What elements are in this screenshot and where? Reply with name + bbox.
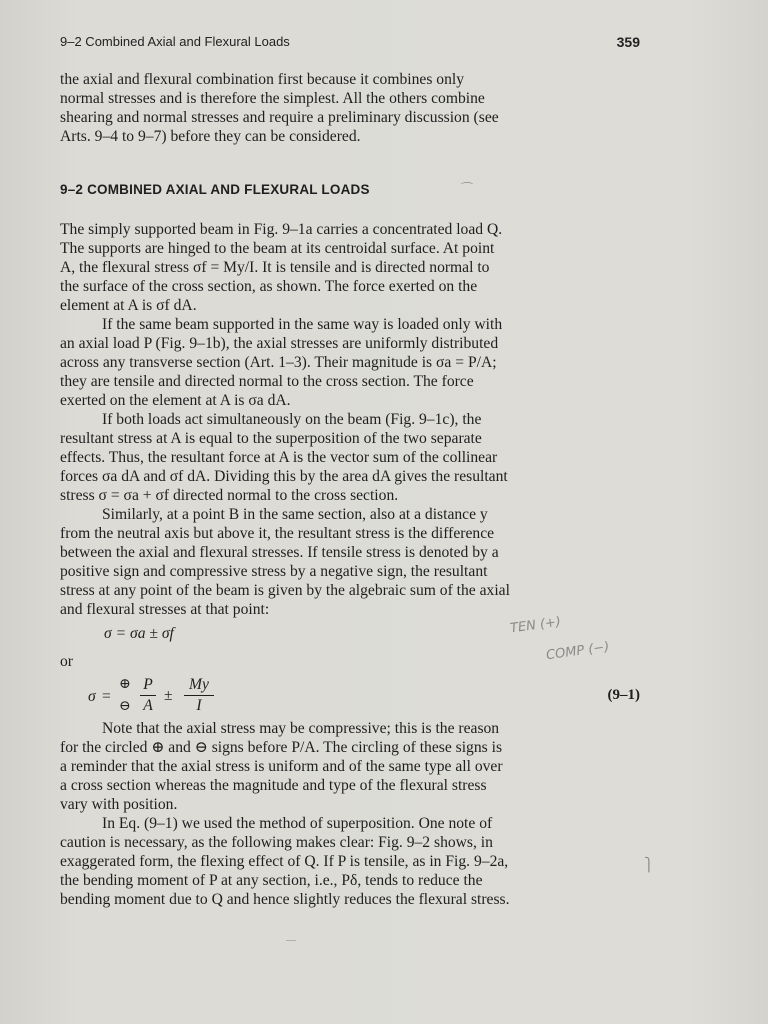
fraction-bar — [140, 695, 156, 696]
text-line: resultant stress at A is equal to the superposition of the two separate — [60, 430, 482, 447]
circled-minus-icon: ⊖ — [119, 699, 131, 714]
text-line: A, the flexural stress σf = My/I. It is tensile and is directed normal to — [60, 259, 490, 276]
fraction-denominator: I — [196, 697, 202, 714]
text-line: from the neutral axis but above it, the resultant stress is the difference — [60, 525, 495, 542]
text-line: stress at any point of the beam is given by the algebraic sum of the axial — [60, 582, 510, 599]
circled-plus-icon: ⊕ — [119, 677, 131, 692]
fraction-numerator: My — [189, 676, 209, 693]
text-line: effects. Thus, the resultant force at A is the vector sum of the collinear — [60, 449, 498, 466]
text-line: Arts. 9–4 to 9–7) before they can be considered. — [60, 128, 361, 145]
pencil-margin-bracket: ⎫ — [644, 858, 654, 873]
page-number: 359 — [616, 34, 640, 50]
text-line: the surface of the cross section, as shown. The force exerted on the — [60, 278, 478, 295]
text-line: an axial load P (Fig. 9–1b), the axial stresses are uniformly distributed — [60, 335, 499, 352]
text-line: In Eq. (9–1) we used the method of superposition. One note of — [102, 815, 493, 832]
page-mark — [286, 940, 296, 941]
text-line: they are tensile and directed normal to the cross section. The force — [60, 373, 474, 390]
text-line: If the same beam supported in the same way is loaded only with — [102, 316, 503, 333]
paragraph-6 — [60, 814, 636, 909]
paragraph-3 — [60, 410, 636, 505]
paragraph-4 — [60, 505, 636, 619]
text-line: vary with position. — [60, 796, 178, 813]
text-line: forces σa dA and σf dA. Dividing this by the area dA gives the resultant — [60, 468, 508, 485]
text-line: a reminder that the axial stress is uniform and of the same type all over — [60, 758, 503, 775]
text-line: exerted on the element at A is σa dA. — [60, 392, 291, 409]
pencil-note-tension: TEN (+) — [509, 614, 562, 637]
equation-superposition: σ = σa ± σf — [104, 625, 174, 642]
text-line: caution is necessary, as the following makes clear: Fig. 9–2 shows, in — [60, 834, 493, 851]
paragraph-5 — [60, 719, 636, 814]
text-line: stress σ = σa + σf directed normal to the cross section. — [60, 487, 399, 504]
text-line: bending moment due to Q and hence slightly reduces the flexural stress. — [60, 891, 510, 908]
pencil-note-compression: COMP (−) — [545, 639, 611, 664]
text-line: Similarly, at a point B in the same section, also at a distance y — [102, 506, 488, 523]
running-head-title: 9–2 Combined Axial and Flexural Loads — [60, 34, 290, 49]
text-line: The simply supported beam in Fig. 9–1a carries a concentrated load Q. — [60, 221, 503, 238]
text-line: shearing and normal stresses and require a preliminary discussion (see — [60, 109, 499, 126]
eq-plus-minus: ± — [164, 687, 173, 704]
text-line: Note that the axial stress may be compressive; this is the reason — [102, 720, 500, 737]
running-head — [60, 34, 640, 52]
text-line: across any transverse section (Art. 1–3). Their magnitude is σa = P/A; — [60, 354, 497, 371]
equation-number: (9–1) — [607, 687, 640, 703]
fraction-bar — [184, 695, 214, 696]
paragraph-1 — [60, 220, 636, 315]
text-line: and flexural stresses at that point: — [60, 601, 270, 618]
intro-paragraph — [60, 70, 636, 146]
pencil-tick-mark: ⌒ — [458, 182, 472, 197]
text-line: for the circled ⊕ and ⊖ signs before P/A. The circling of these signs is — [60, 739, 503, 756]
text-line: the bending moment of P at any section, i.e., Pδ, tends to reduce the — [60, 872, 483, 889]
fraction-denominator: A — [143, 697, 153, 714]
text-line: normal stresses and is therefore the simplest. All the others combine — [60, 90, 485, 107]
text-line: positive sign and compressive stress by a negative sign, the resultant — [60, 563, 488, 580]
eq-lhs: σ — [88, 688, 96, 705]
fraction-my-over-i — [184, 676, 214, 715]
text-line: exaggerated form, the flexing effect of Q. If P is tensile, as in Fig. 9–2a, — [60, 853, 509, 870]
text-line: If both loads act simultaneously on the beam (Fig. 9–1c), the — [102, 411, 482, 428]
text-line: The supports are hinged to the beam at its centroidal surface. At point — [60, 240, 495, 257]
text-line: between the axial and flexural stresses. If tensile stress is denoted by a — [60, 544, 499, 561]
fraction-p-over-a — [140, 676, 156, 715]
text-line: element at A is σf dA. — [60, 297, 197, 314]
section-heading: 9–2 COMBINED AXIAL AND FLEXURAL LOADS — [60, 182, 370, 197]
text-line: the axial and flexural combination first because it combines only — [60, 71, 465, 88]
paragraph-2 — [60, 315, 636, 410]
fraction-numerator: P — [143, 676, 153, 693]
eq-equals: = — [102, 688, 111, 705]
or-connector: or — [60, 653, 73, 670]
text-line: a cross section whereas the magnitude and type of the flexural stress — [60, 777, 487, 794]
